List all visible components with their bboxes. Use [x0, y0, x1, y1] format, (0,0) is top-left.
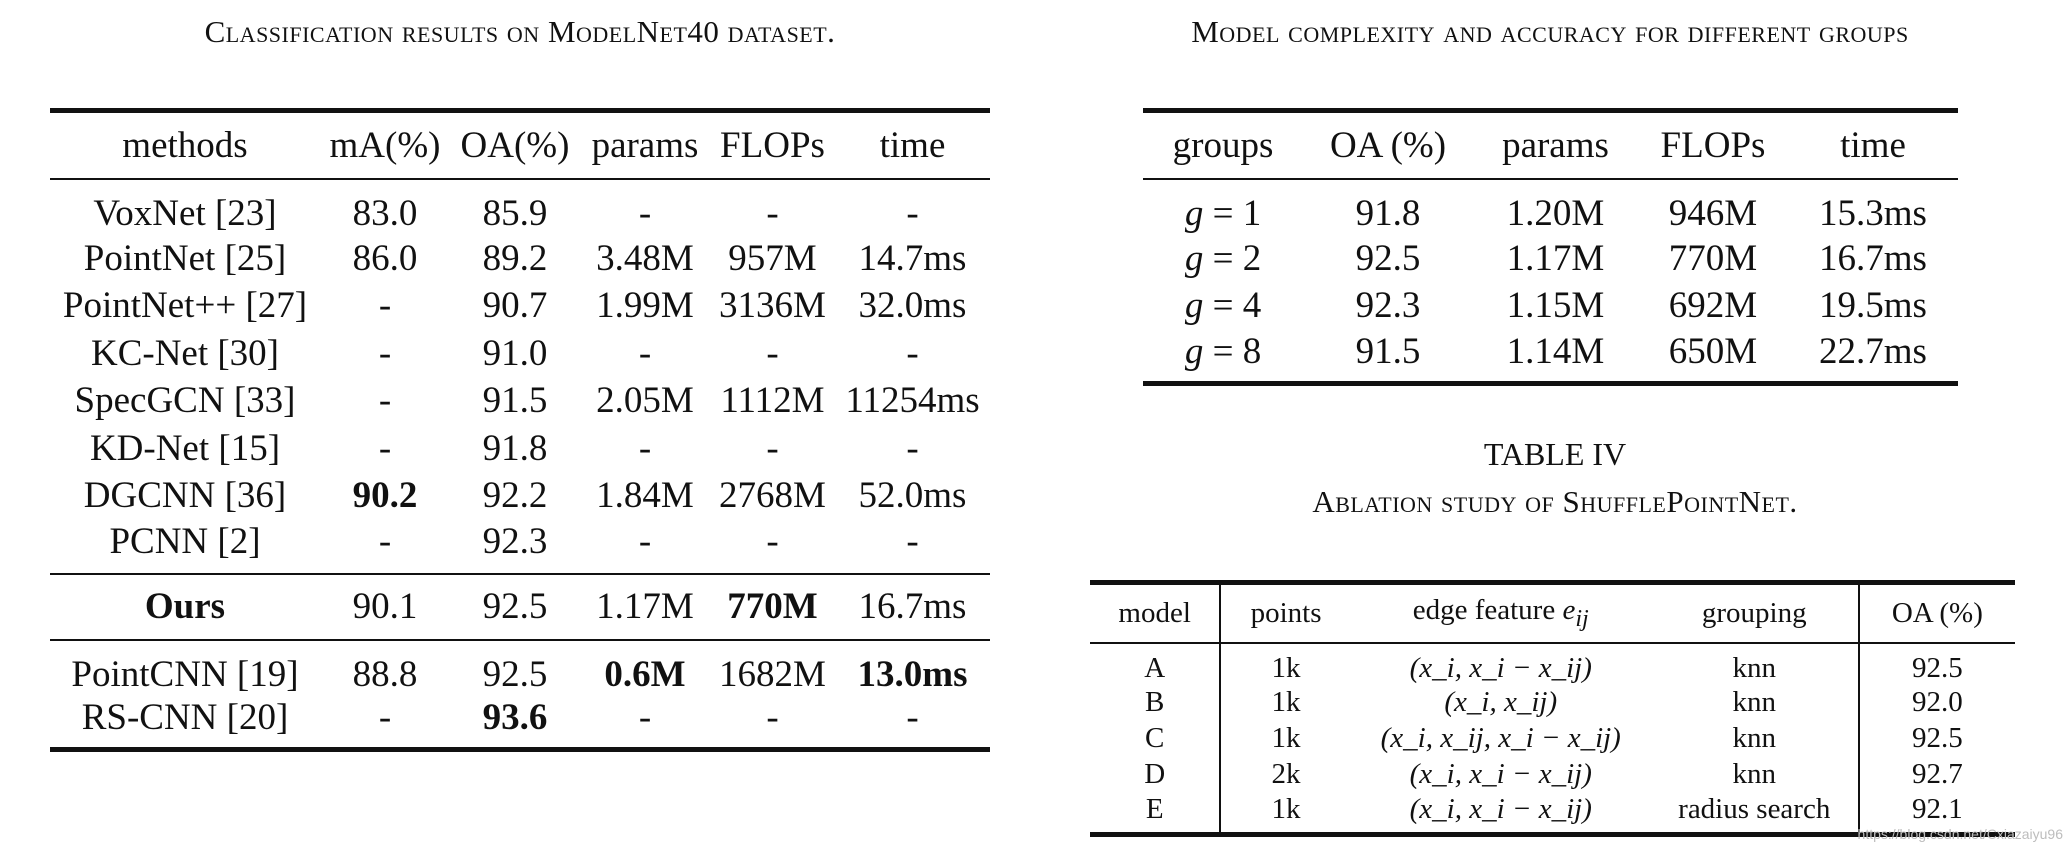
header-time: time	[1788, 111, 1958, 179]
groups-table	[1143, 108, 1958, 386]
cell-edge-feature: (x_i, x_ij, x_i − x_ij)	[1380, 722, 1621, 754]
cell-flops: 946M	[1668, 192, 1758, 234]
cell-edge-feature: (x_i, x_i − x_ij)	[1409, 651, 1592, 684]
cell-ma: -	[378, 696, 392, 738]
cell-oa: 85.9	[482, 192, 548, 234]
cell-oa: 90.7	[482, 285, 548, 327]
cell-oa: 92.5	[482, 653, 548, 695]
cell-model: B	[1090, 685, 1220, 721]
table-row	[1090, 685, 2015, 721]
cell-method: KD-Net [15]	[89, 427, 281, 469]
cell-points: 1k	[1271, 792, 1301, 825]
cell-method: PCNN [2]	[109, 520, 261, 562]
classification-results-table	[50, 108, 990, 752]
cell-oa: 92.5	[1911, 651, 1963, 684]
cell-grouping: knn	[1651, 757, 1859, 793]
cell-ma: 86.0	[352, 237, 418, 279]
header-params: params	[1473, 111, 1638, 179]
cell-params: 1.99M	[596, 285, 694, 327]
table-row-ours	[50, 574, 990, 640]
cell-params: 1.15M	[1506, 285, 1605, 327]
cell-oa: 91.0	[482, 332, 548, 374]
cell-params: -	[638, 696, 652, 738]
cell-flops: -	[766, 427, 779, 469]
header-edge-label: edge feature	[1412, 593, 1556, 626]
recent-methods-group	[50, 640, 990, 750]
ablation-caption: Ablation study of ShufflePointNet.	[1312, 484, 1798, 519]
table-row	[50, 377, 990, 425]
cell-method: PointNet [25]	[83, 237, 287, 279]
cell-model: C	[1090, 721, 1220, 757]
cell-oa: 92.5	[1355, 237, 1421, 279]
cell-time: 32.0ms	[858, 285, 967, 327]
cell-grouping: knn	[1651, 721, 1859, 757]
cell-method: PointCNN [19]	[71, 653, 299, 695]
cell-group: g = 2	[1184, 237, 1262, 279]
cell-edge-feature: (x_i, x_i − x_ij)	[1409, 792, 1592, 825]
cell-time: 19.5ms	[1819, 285, 1927, 327]
cell-flops-best: 770M	[710, 574, 835, 640]
cell-method: DGCNN [36]	[83, 475, 287, 517]
table-row	[1090, 643, 2015, 685]
cell-ma: -	[378, 285, 392, 327]
header-oa: OA(%)	[450, 111, 580, 179]
cell-params-best: 0.6M	[604, 653, 686, 695]
cell-flops: 957M	[728, 237, 817, 279]
cell-params: 2.05M	[596, 380, 694, 422]
header-ma: mA(%)	[320, 111, 450, 179]
cell-ma: 88.8	[352, 653, 418, 695]
cell-oa: 92.3	[1355, 285, 1421, 327]
table-row	[1090, 757, 2015, 793]
cell-time: 22.7ms	[1819, 330, 1927, 372]
cell-params: -	[638, 520, 652, 562]
cell-group: g = 4	[1184, 285, 1262, 327]
cell-edge-feature: (x_i, x_i − x_ij)	[1409, 758, 1592, 790]
cell-grouping: knn	[1651, 685, 1859, 721]
cell-method: KC-Net [30]	[90, 332, 280, 374]
header-params: params	[580, 111, 710, 179]
cell-oa: 92.5	[1911, 722, 1963, 754]
ours-group	[50, 574, 990, 640]
header-grouping: grouping	[1651, 583, 1859, 643]
table-header-row	[1090, 583, 2015, 643]
edge-symbol: e	[1562, 593, 1576, 626]
cell-group: g = 1	[1184, 192, 1262, 234]
cell-oa: 92.1	[1911, 792, 1963, 825]
cell-method: PointNet++ [27]	[62, 285, 308, 327]
baseline-methods-group	[50, 179, 990, 574]
cell-oa: 92.0	[1911, 686, 1963, 718]
cell-ma: -	[378, 520, 392, 562]
cell-params: 3.48M	[596, 237, 694, 279]
header-flops: FLOPs	[1638, 111, 1788, 179]
table-row	[1090, 721, 2015, 757]
edge-subscript: ij	[1575, 604, 1589, 632]
cell-points: 1k	[1271, 686, 1301, 718]
cell-time: -	[906, 332, 919, 374]
header-model: model	[1090, 583, 1220, 643]
table-row	[50, 696, 990, 750]
cell-flops: 770M	[1668, 237, 1758, 279]
cell-flops: -	[766, 192, 779, 234]
cell-flops: 692M	[1668, 285, 1758, 327]
cell-points: 1k	[1271, 722, 1301, 754]
table-row	[1143, 330, 1958, 384]
table-row	[50, 520, 990, 574]
cell-flops: 3136M	[719, 285, 826, 327]
cell-method: SpecGCN [33]	[74, 380, 296, 422]
table-row	[1143, 282, 1958, 330]
header-flops: FLOPs	[710, 111, 835, 179]
ablation-table	[1090, 580, 2015, 837]
cell-edge-feature: (x_i, x_ij)	[1444, 686, 1558, 718]
cell-time: 11254ms	[845, 380, 980, 422]
cell-time: 15.3ms	[1819, 192, 1927, 234]
header-time: time	[835, 111, 990, 179]
cell-time: 14.7ms	[858, 237, 967, 279]
cell-flops: 650M	[1668, 330, 1758, 372]
watermark-text: https://blog.csdn.net/Cxiazaiyu96	[1857, 826, 2063, 842]
cell-model: E	[1090, 793, 1220, 835]
cell-time: -	[906, 696, 919, 738]
cell-params: 1.84M	[596, 475, 694, 517]
cell-oa: 92.2	[482, 475, 548, 517]
header-edge-feature	[1351, 583, 1651, 643]
table-row	[50, 330, 990, 378]
cell-grouping: radius search	[1651, 793, 1859, 835]
cell-time: 16.7ms	[835, 574, 990, 640]
table-row	[50, 472, 990, 520]
cell-time: -	[906, 192, 919, 234]
cell-model: A	[1090, 643, 1220, 685]
cell-time: -	[906, 520, 919, 562]
cell-oa: 91.5	[1355, 330, 1421, 372]
cell-params: 1.17M	[1506, 237, 1605, 279]
cell-oa: 91.5	[482, 380, 548, 422]
classification-caption: Classification results on ModelNet40 dataset.	[204, 14, 836, 49]
cell-group: g = 8	[1184, 330, 1262, 372]
cell-oa: 91.8	[482, 427, 548, 469]
cell-ma: -	[378, 427, 392, 469]
table-row	[50, 179, 990, 235]
cell-params: -	[638, 427, 652, 469]
cell-params: 1.20M	[1506, 192, 1605, 234]
header-points: points	[1220, 583, 1350, 643]
table-row	[50, 235, 990, 283]
cell-flops: -	[766, 520, 779, 562]
cell-oa-best: 93.6	[482, 696, 548, 738]
cell-flops: 1112M	[720, 380, 825, 422]
header-oa: OA (%)	[1859, 583, 2015, 643]
cell-params: 1.17M	[580, 574, 710, 640]
cell-oa: 92.7	[1911, 758, 1963, 790]
cell-flops: 2768M	[719, 475, 826, 517]
cell-oa: 92.3	[482, 520, 548, 562]
groups-caption: Model complexity and accuracy for different groups	[1191, 14, 1909, 49]
cell-oa: 91.8	[1355, 192, 1421, 234]
table-row	[50, 640, 990, 696]
table-header-row	[1143, 111, 1958, 179]
cell-time: -	[906, 427, 919, 469]
cell-grouping: knn	[1651, 643, 1859, 685]
header-oa: OA (%)	[1303, 111, 1473, 179]
table-row	[1143, 235, 1958, 283]
cell-flops: -	[766, 332, 779, 374]
cell-method: VoxNet [23]	[93, 192, 277, 234]
cell-time: 52.0ms	[858, 475, 967, 517]
cell-ma: -	[378, 380, 392, 422]
header-groups: groups	[1143, 111, 1303, 179]
cell-time: 16.7ms	[1819, 237, 1927, 279]
cell-method-ours: Ours	[50, 574, 320, 640]
cell-params: -	[638, 192, 652, 234]
cell-flops: -	[766, 696, 779, 738]
cell-ma-best: 90.2	[352, 475, 418, 517]
cell-model: D	[1090, 757, 1220, 793]
table-number: TABLE IV	[1483, 436, 1627, 472]
header-methods: methods	[50, 111, 320, 179]
cell-points: 2k	[1271, 758, 1301, 790]
cell-oa: 89.2	[482, 237, 548, 279]
cell-ma: -	[378, 332, 392, 374]
cell-ma: 90.1	[320, 574, 450, 640]
cell-oa: 92.5	[450, 574, 580, 640]
cell-params: -	[638, 332, 652, 374]
table-header-row	[50, 111, 990, 179]
table-row	[50, 282, 990, 330]
table-row	[50, 425, 990, 473]
cell-ma: 83.0	[352, 192, 418, 234]
cell-time-best: 13.0ms	[857, 653, 968, 695]
cell-params: 1.14M	[1506, 330, 1605, 372]
cell-flops: 1682M	[719, 653, 826, 695]
cell-points: 1k	[1271, 651, 1301, 684]
table-row	[1143, 179, 1958, 235]
cell-method: RS-CNN [20]	[81, 696, 289, 738]
